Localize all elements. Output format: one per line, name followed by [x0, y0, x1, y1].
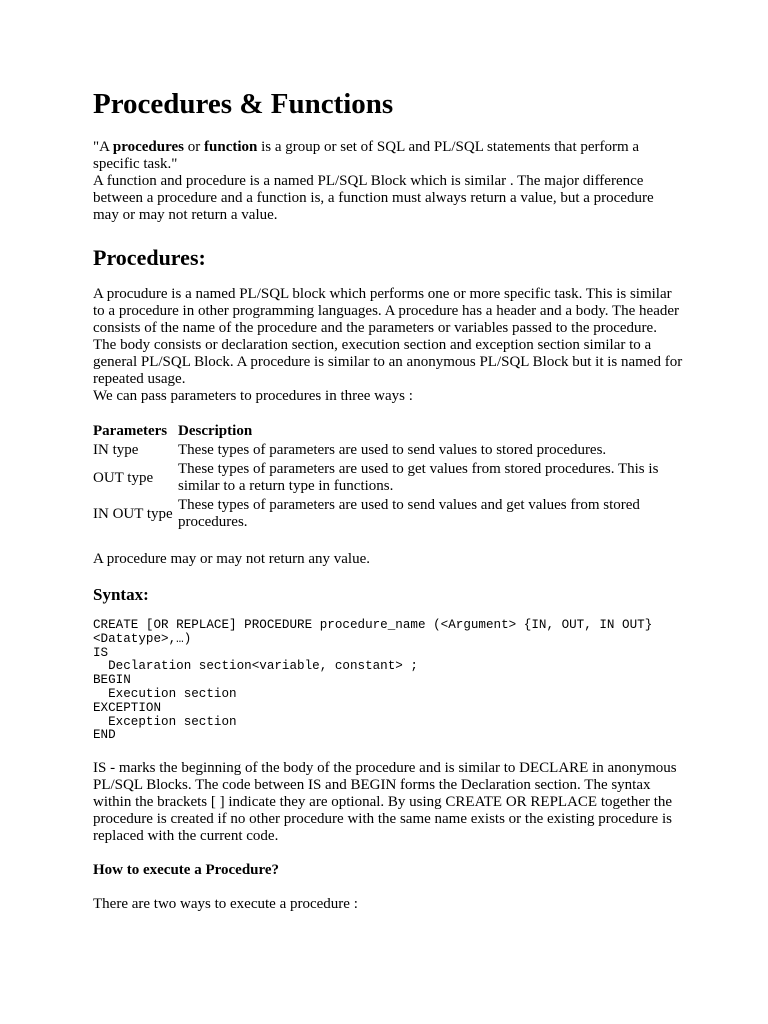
- return-note: A procedure may or may not return any value.: [93, 551, 370, 567]
- procedures-paragraph-2: The body consists or declaration section, execution section and exception section similar to a general PL/SQL Block. A procedure is similar to an anonymous PL/SQL Block but it is named for repeated usage.: [93, 337, 683, 387]
- intro-bold-function: function: [204, 139, 258, 155]
- table-row: [93, 496, 683, 532]
- header-description: Description: [178, 423, 253, 439]
- header-parameters: Parameters: [93, 423, 168, 439]
- document-page: [93, 86, 683, 913]
- page-title: Procedures & Functions: [93, 88, 394, 120]
- procedures-paragraph-1: A procudure is a named PL/SQL block which performs one or more specific task. This is similar to a procedure in other programming languages. A procedure has a header and a body. The header consists of the name of the procedure and the parameters or variables passed to the procedure.: [93, 286, 680, 336]
- intro-bold-procedures: procedures: [112, 139, 185, 155]
- table-row: [93, 460, 683, 496]
- intro-definition: [93, 139, 683, 173]
- intro-definition-rest: is a group or set of SQL and PL/SQL statements that perform a specific task.": [93, 139, 640, 172]
- param-name: IN OUT type: [93, 505, 173, 522]
- intro-or: or: [184, 139, 205, 155]
- procedures-paragraph-3: We can pass parameters to procedures in three ways :: [93, 388, 413, 404]
- intro-difference: A function and procedure is a named PL/SQL Block which is similar . The major difference between a procedure and a function is, a function must always return a value, but a procedure may or may not return a value.: [93, 173, 654, 223]
- param-description: These types of parameters are used to send values and get values from stored procedures.: [178, 497, 640, 530]
- syntax-code-block: CREATE [OR REPLACE] PROCEDURE procedure_name (<Argument> {IN, OUT, IN OUT} <Datatype>,…) IS Declaration section<variable, constant> ; BEGIN Execution section EXCEPTION Exception section END: [93, 618, 653, 743]
- param-description: These types of parameters are used to send values to stored procedures.: [178, 442, 607, 458]
- parameters-table: [93, 422, 683, 532]
- param-description: These types of parameters are used to get values from stored procedures. This is similar to a return type in functions.: [178, 461, 659, 494]
- param-name: IN type: [93, 442, 139, 458]
- procedures-heading: Procedures:: [93, 245, 206, 270]
- syntax-explanation: IS - marks the beginning of the body of the procedure and is similar to DECLARE in anonymous PL/SQL Blocks. The code between IS and BEGIN forms the Declaration section. The syntax within the brackets [ ] indicate they are optional. By using CREATE OR REPLACE together the procedure is created if no other procedure with the same name exists or the existing procedure is replaced with the current code.: [93, 760, 677, 845]
- table-header-row: [93, 422, 683, 441]
- intro-quote-open: "A: [93, 139, 113, 155]
- syntax-heading: Syntax:: [93, 585, 149, 604]
- param-name: OUT type: [93, 469, 154, 486]
- table-row: [93, 441, 683, 460]
- execute-heading: How to execute a Procedure?: [93, 862, 280, 879]
- execute-intro: There are two ways to execute a procedure :: [93, 896, 358, 913]
